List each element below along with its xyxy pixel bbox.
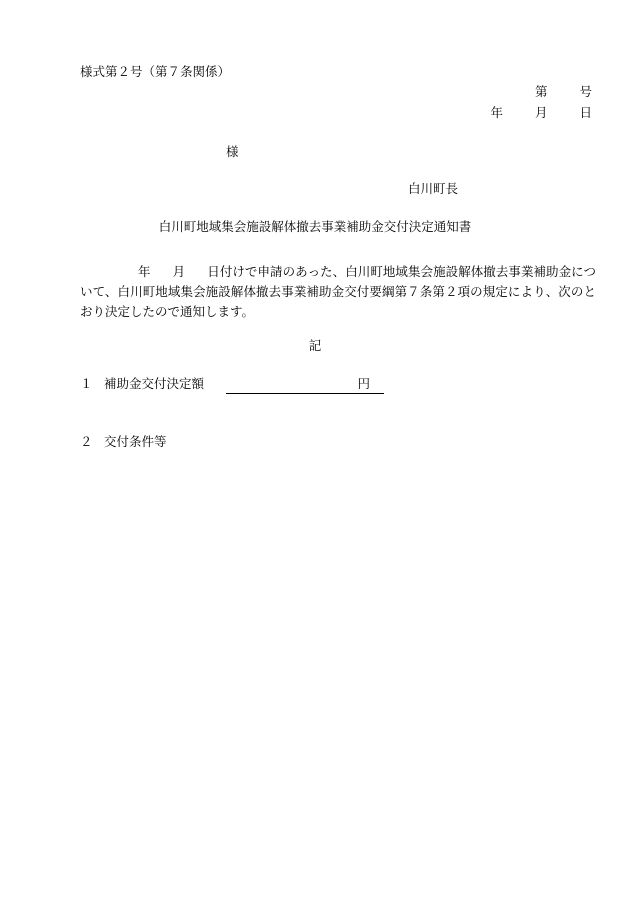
- sender-name: 白川町長: [408, 181, 459, 196]
- document-number-label: 第: [534, 84, 548, 99]
- item-number: ２: [80, 434, 93, 449]
- document-number: [535, 86, 592, 99]
- ki-heading: 記: [308, 338, 322, 353]
- addressee-honorific: 様: [226, 144, 239, 159]
- body-paragraph: [80, 262, 596, 322]
- body-month: 月: [172, 264, 186, 279]
- issue-date-day: 日: [579, 105, 592, 120]
- issue-date-month: 月: [534, 105, 548, 120]
- form-number: 様式第２号（第７条関係）: [80, 64, 231, 79]
- document-number-suffix: 号: [579, 84, 592, 99]
- item-label: 補助金交付決定額: [104, 376, 205, 391]
- body-year: 年: [138, 264, 151, 279]
- issue-date-year: 年: [490, 105, 503, 120]
- body-text: 日付けで申請のあった、白川町地域集会施設解体撤去事業補助金について、白川町地域集会施設解体撤去事業補助金交付要綱第７条第２項の規定により、次のとおり決定したので通知します。: [80, 264, 596, 319]
- item-number: １: [80, 376, 93, 391]
- document-title: 白川町地域集会施設解体撤去事業補助金交付決定通知書: [158, 219, 472, 234]
- issue-date: [490, 107, 592, 120]
- item-grant-amount: [80, 378, 384, 394]
- item-grant-conditions: [80, 436, 226, 449]
- amount-field: [226, 378, 384, 394]
- item-label: 交付条件等: [104, 434, 167, 449]
- amount-unit: 円: [357, 376, 370, 391]
